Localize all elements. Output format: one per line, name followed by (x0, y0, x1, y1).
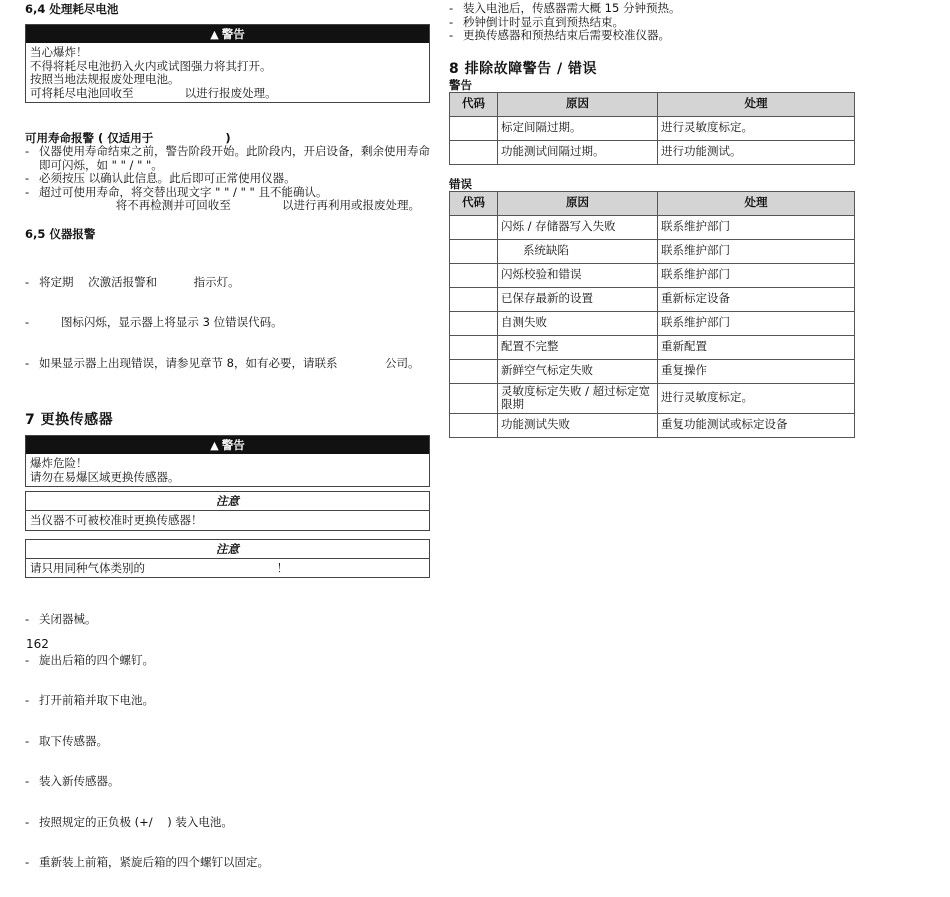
list-item: - 仪器使用寿命结束之前，警告阶段开始。此阶段内，开启设备，剩余使用寿命即可闪烁，如 " " / " "。 (25, 145, 430, 172)
code-cell (450, 383, 498, 413)
column-header-action: 处理 (658, 92, 855, 116)
warning-box-explosion (25, 435, 430, 487)
cause-cell: 已保存最新的设置 (498, 287, 658, 311)
warning-line: 可将耗尽电池回收至 以进行报废处理。 (30, 85, 277, 100)
cause-cell: 标定间隔过期。 (498, 116, 658, 140)
warning-box-battery (25, 24, 430, 103)
code-cell (450, 239, 498, 263)
action-cell: 重新标定设备 (658, 287, 855, 311)
step-item: - 取下传感器。 (25, 735, 430, 749)
action-cell: 联系维护部门 (658, 215, 855, 239)
action-cell: 重复功能测试或标定设备 (658, 413, 855, 437)
code-cell (450, 116, 498, 140)
code-cell (450, 413, 498, 437)
action-cell: 联系维护部门 (658, 239, 855, 263)
table-row (450, 335, 855, 359)
cause-cell: 闪烁校验和错误 (498, 263, 658, 287)
cause-cell: 配置不完整 (498, 335, 658, 359)
code-cell (450, 335, 498, 359)
column-header-cause: 原因 (498, 92, 658, 116)
table-row (450, 215, 855, 239)
table-row (450, 116, 855, 140)
notice-box-body: 当仪器不可被校准时更换传感器！ (30, 513, 203, 527)
list-item: - 秒钟倒计时显示直到预热结束。 (449, 16, 855, 30)
warnings-label: 警告 (449, 77, 472, 92)
page-number: 162 (26, 637, 49, 651)
column-header-action: 处理 (658, 191, 855, 215)
list-item: - 如果显示器上出现错误，请参见章节 8，如有必要，请联系 公司。 (25, 357, 430, 371)
cause-cell: 自测失败 (498, 311, 658, 335)
section-7-title: 7 更换传感器 (25, 412, 114, 428)
left-column (25, 2, 430, 897)
cause-cell: 系统缺陷 (498, 239, 658, 263)
warning-line: 爆炸危险！ (30, 456, 88, 470)
notice-box-body: 请只用同种气体类别的 ！ (30, 560, 289, 575)
table-row (450, 263, 855, 287)
action-cell: 联系维护部门 (658, 263, 855, 287)
warning-box-body (26, 43, 429, 102)
errors-label: 错误 (449, 176, 472, 191)
warning-box-header: ▲ 警告 (26, 436, 429, 454)
section-6-4-title: 6,4 处理耗尽电池 (25, 2, 119, 16)
code-cell (450, 359, 498, 383)
step-item: - 装入新传感器。 (25, 775, 430, 789)
action-cell: 进行功能测试。 (658, 140, 855, 164)
notice-box-header: 注意 (26, 540, 429, 559)
step-item: - 旋出后箱的四个螺钉。 (25, 654, 430, 668)
cause-cell: 新鲜空气标定失败 (498, 359, 658, 383)
list-item: - 超过可使用寿命，将交替出现文字 " " / " " 且不能确认。 (25, 186, 430, 200)
warning-line: 当心爆炸！ (30, 45, 88, 59)
action-cell: 重复操作 (658, 359, 855, 383)
replacement-steps-list (25, 586, 430, 897)
warning-line: 不得将耗尽电池扔入火内或试图强力将其打开。 (30, 58, 272, 73)
table-row (450, 311, 855, 335)
notice-box-calibration (25, 491, 430, 531)
device-alarm-list (25, 249, 430, 398)
sensor-warmup-list (449, 2, 855, 43)
action-cell: 联系维护部门 (658, 311, 855, 335)
column-header-code: 代码 (450, 92, 498, 116)
cause-cell: 闪烁 / 存储器写入失败 (498, 215, 658, 239)
section-8-title: 8 排除故障警告 / 错误 (449, 60, 597, 77)
code-cell (450, 140, 498, 164)
code-cell (450, 263, 498, 287)
code-cell (450, 215, 498, 239)
step-item: - 关闭器械。 (25, 613, 430, 627)
action-cell: 重新配置 (658, 335, 855, 359)
column-header-cause: 原因 (498, 191, 658, 215)
warning-line: 按照当地法规报废处理电池。 (30, 72, 180, 86)
list-item: - 更换传感器和预热结束后需要校准仪器。 (449, 29, 855, 43)
notice-box-gas-type (25, 539, 430, 579)
warning-triangle-icon: ▲ (210, 439, 219, 452)
lifetime-alarm-list (25, 145, 430, 199)
step-item: - 按照规定的正负极 (+/ ) 装入电池。 (25, 816, 430, 830)
warning-line: 请勿在易爆区域更换传感器。 (30, 469, 180, 484)
column-header-code: 代码 (450, 191, 498, 215)
list-item: - 将定期 次激活报警和 指示灯。 (25, 276, 430, 290)
action-cell: 进行灵敏度标定。 (658, 383, 855, 413)
list-item: - 图标闪烁，显示器上将显示 3 位错误代码。 (25, 316, 430, 330)
table-header-row (450, 92, 855, 116)
warnings-table-body (450, 116, 855, 164)
section-6-5-title: 6,5 仪器报警 (25, 226, 96, 241)
cause-cell: 功能测试间隔过期。 (498, 140, 658, 164)
cause-cell: 灵敏度标定失败 / 超过标定宽限期 (498, 383, 658, 413)
warnings-table (449, 92, 855, 165)
action-cell: 进行灵敏度标定。 (658, 116, 855, 140)
warning-box-header: ▲ 警告 (26, 25, 429, 43)
cause-cell: 功能测试失败 (498, 413, 658, 437)
step-item: - 打开前箱并取下电池。 (25, 694, 430, 708)
errors-table (449, 191, 855, 438)
code-cell (450, 311, 498, 335)
table-row (450, 287, 855, 311)
table-row (450, 359, 855, 383)
table-row (450, 239, 855, 263)
lifetime-alarm-title: 可用寿命报警 ( 仅适用于 ) (25, 131, 231, 145)
table-row (450, 413, 855, 437)
warning-box-body (26, 454, 429, 486)
table-header-row (450, 191, 855, 215)
step-item: - 重新装上前箱，紧旋后箱的四个螺钉以固定。 (25, 856, 430, 870)
table-row (450, 140, 855, 164)
right-column (449, 2, 855, 438)
list-item: - 装入电池后，传感器需大概 15 分钟预热。 (449, 2, 855, 16)
warning-triangle-icon: ▲ (210, 28, 219, 41)
errors-table-body (450, 215, 855, 437)
notice-box-header: 注意 (26, 492, 429, 511)
list-item: - 必须按压 以确认此信息。此后即可正常使用仪器。 (25, 172, 430, 186)
lifetime-alarm-continuation: 将不再检测并可回收至 以进行再利用或报废处理。 (39, 198, 420, 212)
code-cell (450, 287, 498, 311)
table-row (450, 383, 855, 413)
